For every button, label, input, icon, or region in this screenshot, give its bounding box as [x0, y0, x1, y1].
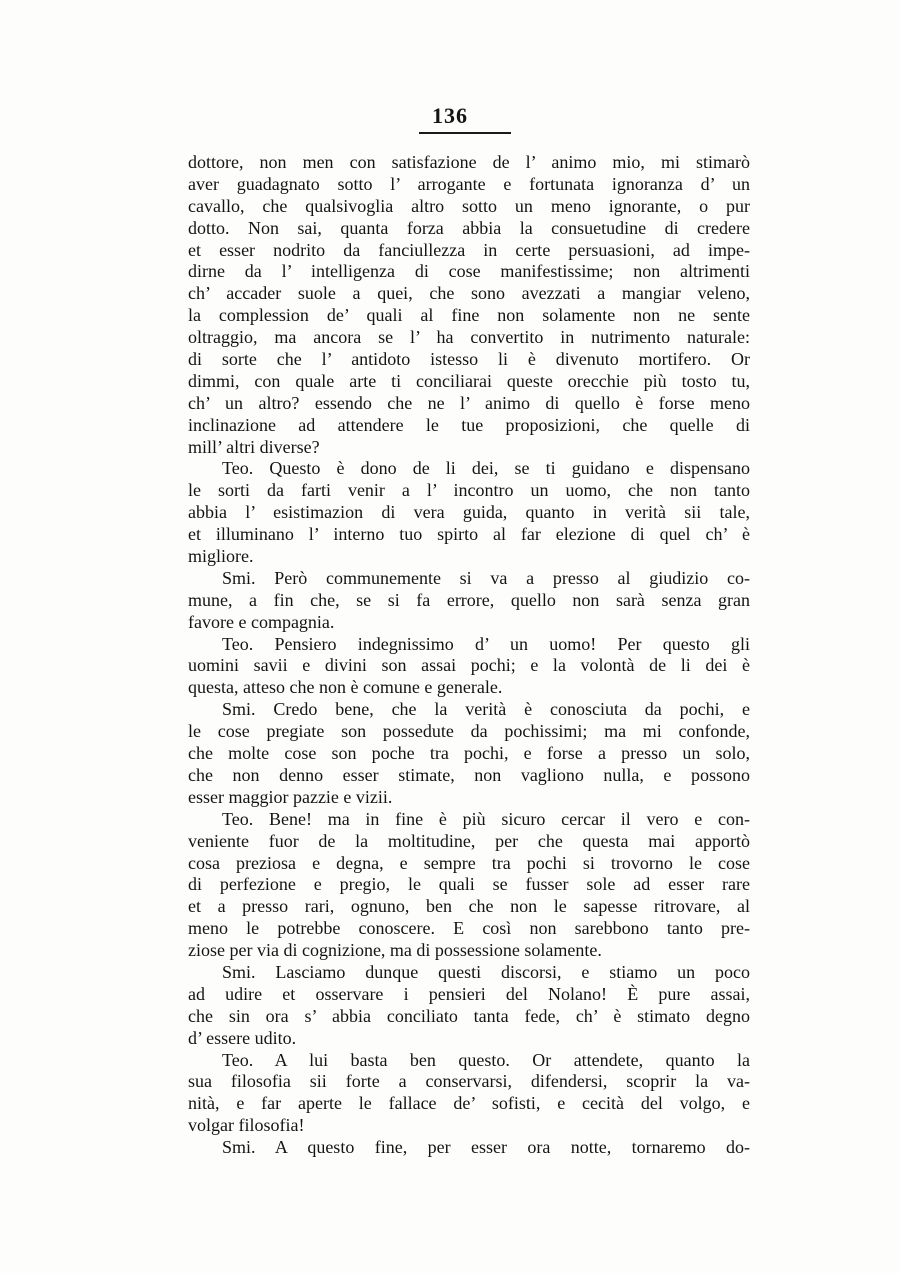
text-line: questa, atteso che non è comune e generale. [188, 677, 503, 698]
text-line: et esser nodrito da fanciullezza in certe persuasioni, ad impe- [188, 239, 750, 260]
text-line: migliore. [188, 546, 254, 567]
text-line: Teo. Pensiero indegnissimo d’ un uomo! Per questo gli [222, 633, 750, 654]
text-line: nità, e far aperte le fallace de’ sofisti, e cecità del volgo, e [188, 1093, 750, 1114]
text-line: cavallo, che qualsivoglia altro sotto un meno ignorante, o pur [188, 195, 750, 216]
page-number: 136 [432, 103, 468, 128]
text-line: aver guadagnato sotto l’ arrogante e fortunata ignoranza d’ un [188, 173, 750, 194]
text-line: mill’ altri diverse? [188, 436, 320, 457]
text-line: abbia l’ esistimazion di vera guida, quanto in verità sii tale, [188, 502, 750, 523]
text-line: ziose per via di cognizione, ma di possessione solamente. [188, 940, 602, 961]
text-line: meno le potrebbe conoscere. E così non sarebbono tanto pre- [188, 918, 750, 939]
text-line: sua filosofia sii forte a conservarsi, difendersi, scoprir la va- [188, 1071, 750, 1092]
text-line: che molte cose son poche tra pochi, e forse a presso un solo, [188, 743, 750, 764]
text-line: Teo. Questo è dono de li dei, se ti guidano e dispensano [222, 458, 750, 479]
text-line: dottore, non men con satisfazione de l’ animo mio, mi stimarò [188, 152, 750, 172]
text-line: dimmi, con quale arte ti conciliarai queste orecchie più tosto tu, [188, 370, 750, 391]
text-line: ad udire et osservare i pensieri del Nolano! È pure assai, [188, 983, 750, 1004]
text-line: esser maggior pazzie e vizii. [188, 786, 393, 807]
text-line: favore e compagnia. [188, 611, 335, 632]
text-line: ch’ accader suole a quei, che sono avezzati a mangiar veleno, [188, 283, 750, 304]
text-line: la complession de’ quali al fine non solamente non ne sente [188, 305, 750, 326]
text-line: dotto. Non sai, quanta forza abbia la consuetudine di credere [188, 217, 750, 238]
text-line: le cose pregiate son possedute da pochissimi; ma mi confonde, [188, 721, 750, 742]
body-text [188, 152, 750, 1159]
text-line: et a presso rari, ognuno, ben che non le sapesse ritrovare, al [188, 896, 750, 917]
text-line: le sorti da farti venir a l’ incontro un uomo, che non tanto [188, 480, 750, 501]
text-line: di sorte che l’ antidoto istesso li è divenuto mortifero. Or [188, 349, 750, 370]
text-line: dirne da l’ intelligenza di cose manifestissime; non altrimenti [188, 261, 750, 282]
text-line: mune, a fin che, se si fa errore, quello non sarà senza gran [188, 589, 750, 610]
text-line: d’ essere udito. [188, 1027, 297, 1048]
text-line: veniente fuor de la moltitudine, per che questa mai apportò [188, 830, 750, 851]
text-line: Smi. Credo bene, che la verità è conosciuta da pochi, e [222, 699, 750, 720]
text-line: ch’ un altro? essendo che ne l’ animo di quello è forse meno [188, 392, 750, 413]
text-line: inclinazione ad attendere le tue proposizioni, che quelle di [188, 414, 750, 435]
text-line: Teo. A lui basta ben questo. Or attendete, quanto la [222, 1049, 750, 1070]
text-line: oltraggio, ma ancora se l’ ha convertito in nutrimento naturale: [188, 327, 750, 348]
text-line: Smi. Lasciamo dunque questi discorsi, e stiamo un poco [222, 961, 750, 982]
text-line: Teo. Bene! ma in fine è più sicuro cercar il vero e con- [222, 808, 750, 829]
text-line: che non denno esser stimate, non vagliono nulla, e possono [188, 764, 750, 785]
header-rule [419, 132, 511, 134]
text-line: che sin ora s’ abbia conciliato tanta fede, ch’ è stimato degno [188, 1005, 750, 1026]
text-line: uomini savii e divini son assai pochi; e la volontà de li dei è [188, 655, 750, 676]
text-line: cosa preziosa e degna, e sempre tra pochi si trovorno le cose [188, 852, 750, 873]
text-line: volgar filosofia! [188, 1115, 305, 1136]
text-line: Smi. Però communemente si va a presso al giudizio co- [222, 567, 750, 588]
text-line: di perfezione e pregio, le quali se fusser sole ad esser rare [188, 874, 750, 895]
text-line: Smi. A questo fine, per esser ora notte, tornaremo do- [222, 1137, 750, 1158]
text-line: et illuminano l’ interno tuo spirto al far elezione di quel ch’ è [188, 524, 750, 545]
